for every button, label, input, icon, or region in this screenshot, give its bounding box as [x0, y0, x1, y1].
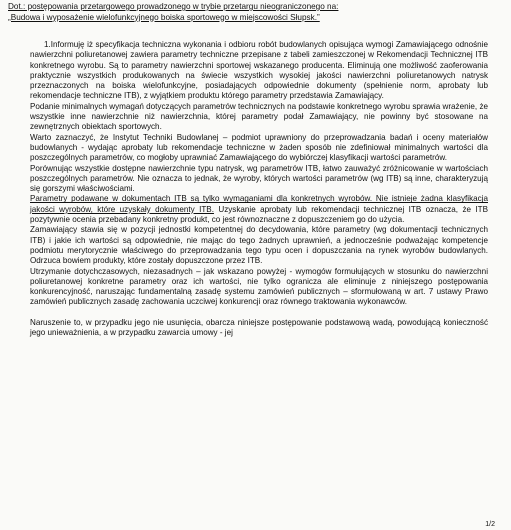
- paragraph-1: 1.Informuję iż specyfikacja techniczna wykonania i odbioru robót budowlanych opisująca wymogi Zamawiającego odnośnie nawierzchni poliuretanowej zawiera parametry techniczne przepisane z tabeli zamieszczonej w Rekomendacji Technicznej ITB konkretnego wyrobu. Są to parametry nawierzchni sportowej wskazanego producenta. Eliminują one możliwość zaoferowania praktycznie wszystkich produkowanych na świecie wszystkich wysokiej jakości nawierzchni poliuretanowych natrysk przeznaczonych na boiska wielofunkcyjne, posiadających odpowiednie dokumenty (spełnienie norm, aprobaty lub rekomendacje techniczne ITB), z wyjątkiem produktu którego parametry przedstawia Zamawiający.: [30, 40, 488, 101]
- paragraph-3: Warto zaznaczyć, że Instytut Techniki Budowlanej – podmiot uprawniony do przeprowadzania badań i oceny materiałów budowlanych - wydając aprobaty lub rekomendacje techniczne w żaden sposób nie zdefiniował minimalnych wartości dla poszczególnych parametrów, co mogłoby uprawniać Zamawiającego do wybiórczej klasyfikacji wartości parametrów.: [30, 132, 488, 163]
- paragraph-5-rest: Uzyskanie aprobaty lub rekomendacji technicznej ITB oznacza, że ITB pozytywnie ocenia przebadany konkretny produkt, co jest równoznaczne z dopuszczeniem go do użycia.: [30, 204, 488, 225]
- paragraph-5: [30, 194, 488, 225]
- paragraph-2: Podanie minimalnych wymagań dotyczących parametrów technicznych na podstawie konkretnego wyrobu sprawia wrażenie, że wszystkie inne nawierzchnie niż nawierzchnia, której parametry podał Zamawiający, nie powinny być stosowane na zewnętrznych obiektach sportowych.: [30, 101, 488, 132]
- page-number: 1/2: [485, 521, 495, 528]
- document-body: [30, 40, 488, 338]
- paragraph-7: Utrzymanie dotychczasowych, niezasadnych – jak wskazano powyżej - wymogów formułujących w stosunku do nawierzchni poliuretanowej konkretne parametry oraz ich wartości, nie tylko ogranicza ale eliminuje z niniejszego postępowania konkurencyjność, naruszając fundamentalną zasadę systemu zamówień publicznych – sformułowaną w art. 7 ustawy Prawo zamówień publicznych zasadę zachowania uczciwej konkurencji oraz równego traktowania wykonawców.: [30, 266, 488, 307]
- header-line-2: „Budowa i wyposażenie wielofunkcyjnego boiska sportowego w miejscowości Słupsk.”: [8, 12, 320, 22]
- document-header: [8, 2, 478, 23]
- header-line-1: Dot.: postępowania przetargowego prowadzonego w trybie przetargu nieograniczonego na:: [8, 2, 339, 11]
- paragraph-4: Porównując wszystkie dostępne nawierzchnie typu natrysk, wg parametrów ITB, łatwo zauważyć zróżnicowanie w wartościach poszczególnych parametrów. Nie oznacza to jednak, że wyroby, których wartości parametrów (wg ITB) są inne, charakteryzują się gorszymi właściwościami.: [30, 163, 488, 194]
- paragraph-5-underlined: Parametry podawane w dokumentach ITB są tylko wymaganiami dla konkretnych wyrobów. Nie istnieje żadna klasyfikacja jakości wyrobów, które uzyskały dokumenty ITB.: [30, 194, 488, 214]
- paragraph-6: Zamawiający stawia się w pozycji jednostki kompetentnej do decydowania, które parametry (wg dokumentacji technicznych ITB) i jakie ich wartości są odpowiednie, nie mając do tego żadnych uprawnień, a jednocześnie podważając kompetencje podmiotu merytorycznie właściwego do przeprowadzania tego typu ocen i dopuszczania na rynek wyrobów budowlanych. Odrzuca bowiem produkty, które zostały dopuszczone przez ITB.: [30, 225, 488, 266]
- paragraph-8: Naruszenie to, w przypadku jego nie usunięcia, obarcza niniejsze postępowanie podstawową wadą, powodującą konieczność jego unieważnienia, a w przypadku zawarcia umowy - jej: [30, 317, 488, 338]
